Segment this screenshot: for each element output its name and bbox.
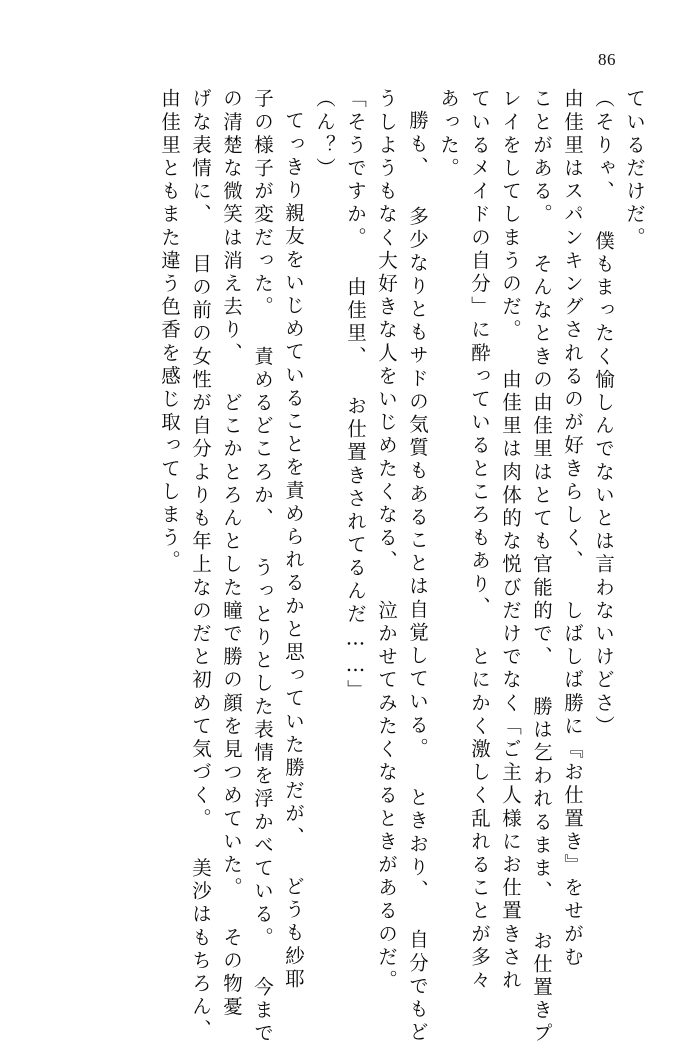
text-column: （ん？） [313,88,336,181]
text-column: 子の様子が変だった。 責めるどころか、 うっとりとした表情を浮かべている。 今まで [251,88,274,1046]
text-column: 由佳里ともまた違う色香を感じ取ってしまう。 [158,88,181,574]
text-column: うしようもなく大好きな人をいじめたくなる、 泣かせてみたくなるときがあるのだ。 [375,88,398,993]
text-column: ているメイドの自分」に酔っているところもあり、 とにかく激しく乱れることが多々 [468,88,491,993]
page-number: 86 [598,50,616,69]
text-column: 由佳里はスパンキングされるのが好きらしく、 しばしば勝に『お仕置き』をせがむ [561,88,584,970]
text-column: ことがある。 そんなときの由佳里はとても官能的で、 勝は乞われるまま、 お仕置きプ [530,88,553,1046]
text-column: ているだけだ。 [623,88,646,250]
text-column: （そりゃ、 僕もまったく愉しんでないとは言わないけどさ） [592,88,615,739]
vertical-text-body [56,88,646,1046]
text-column: の清楚な微笑は消え去り、 どこかとろんとした瞳で勝の顔を見つめていた。 その物憂 [220,88,243,1019]
text-column: 「そうですか。 由佳里、 お仕置きされてるんだ……」 [344,88,367,703]
text-column: てっきり親友をいじめていることを責められるかと思っていた勝だが、 どうも紗耶 [282,110,305,992]
text-column: あった。 [437,88,460,181]
text-column: レイをしてしまうのだ。 由佳里は肉体的な悦びだけでなく「ご主人様にお仕置きされ [499,88,522,993]
text-column: げな表情に、 目の前の女性が自分よりも年上なのだと初めて気づく。 美沙はもちろん、 [189,88,212,1043]
text-column: 勝も、 多少なりともサドの気質もあることは自覚している。 ときおり、 自分でもど [406,110,429,1045]
